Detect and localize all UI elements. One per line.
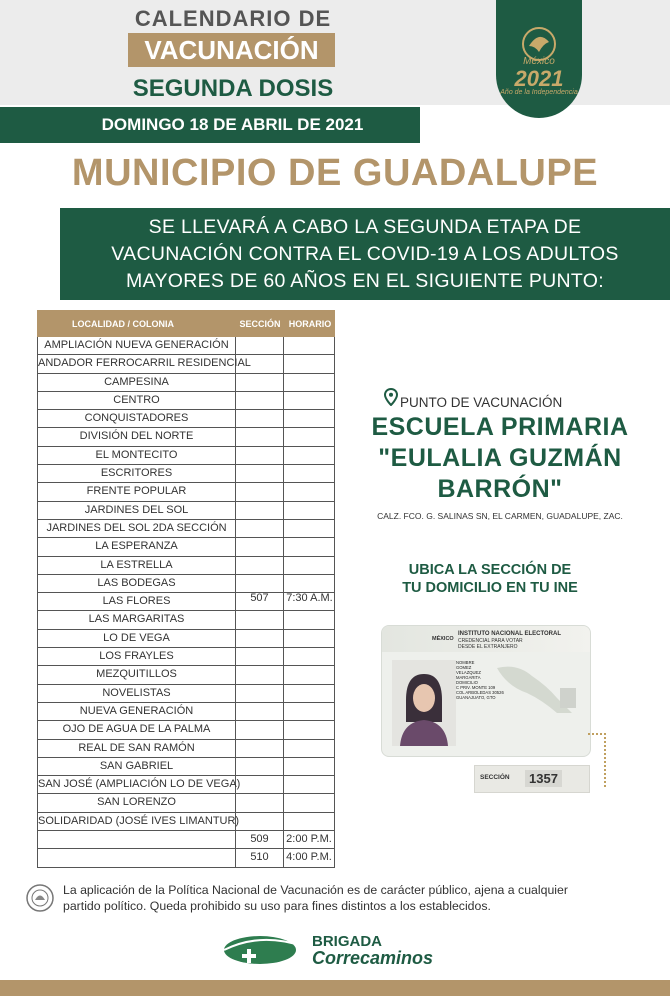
table-row: [38, 721, 334, 739]
card-field-value: VELAZQUEZ: [456, 670, 481, 675]
section-label: SECCIÓN: [480, 774, 510, 781]
header-horario: HORARIO: [288, 318, 332, 329]
date-banner: DOMINGO 18 DE ABRIL DE 2021: [0, 107, 420, 143]
locality-cell: JARDINES DEL SOL: [38, 502, 236, 519]
section-pointer-dots: [588, 733, 606, 787]
table-row: [38, 447, 334, 465]
table-row: [38, 611, 334, 629]
locality-cell: ANDADOR FERROCARRIL RESIDENCIAL: [38, 355, 236, 372]
government-seal-icon: [25, 883, 55, 913]
locality-cell: DIVISIÓN DEL NORTE: [38, 428, 236, 445]
ine-card-illustration: [381, 625, 591, 757]
locality-cell: [38, 831, 236, 848]
card-field-label: DOMICILIO: [456, 680, 478, 685]
correcaminos-label: Correcaminos: [312, 948, 434, 968]
table-row: [38, 758, 334, 776]
brigada-label: BRIGADA: [312, 933, 382, 950]
table-row: [38, 392, 334, 410]
card-credential-line: CREDENCIAL PARA VOTAR: [458, 638, 523, 644]
hint-line: TU DOMICILIO EN TU INE: [402, 580, 578, 596]
card-field-value: MARGARITA: [456, 675, 481, 680]
intro-line: MAYORES DE 60 AÑOS EN EL SIGUIENTE PUNTO:: [126, 270, 604, 292]
table-row: [38, 502, 334, 520]
table-row: [38, 465, 334, 483]
section-cell: 510: [236, 849, 284, 866]
table-divider: [283, 337, 284, 831]
table-row: [38, 630, 334, 648]
table-row: [38, 740, 334, 758]
roadrunner-logo-icon: [220, 926, 306, 972]
table-row: [38, 355, 334, 373]
section-cell: 509: [236, 831, 284, 848]
locality-cell: [38, 849, 236, 866]
locate-section-hint: [340, 561, 640, 597]
card-institute: INSTITUTO NACIONAL ELECTORAL: [458, 631, 562, 637]
hint-line: UBICA LA SECCIÓN DE: [408, 562, 572, 578]
time-cell: 7:30 A.M.: [286, 592, 333, 605]
school-name-line: "EULALIA GUZMÁN: [378, 444, 622, 472]
locality-cell: FRENTE POPULAR: [38, 483, 236, 500]
table-header: [37, 310, 335, 337]
table-row: [38, 337, 334, 355]
locality-cell: CAMPESINA: [38, 374, 236, 391]
table-row: [38, 666, 334, 684]
header-title-line1: CALENDARIO DE: [134, 6, 332, 31]
table-row: [38, 374, 334, 392]
locality-cell: NUEVA GENERACIÓN: [38, 703, 236, 720]
locality-cell: CENTRO: [38, 392, 236, 409]
locality-cell: ESCRITORES: [38, 465, 236, 482]
table-row: [38, 776, 334, 794]
header-localidad: LOCALIDAD / COLONIA: [72, 318, 174, 329]
location-pin-icon: [384, 388, 398, 406]
locality-cell: SAN GABRIEL: [38, 758, 236, 775]
school-address: CALZ. FCO. G. SALINAS SN, EL CARMEN, GUADALUPE, ZAC.: [377, 511, 623, 521]
card-country: MÉXICO: [432, 636, 454, 642]
header-title-line2: VACUNACIÓN: [128, 33, 335, 67]
table-row: [38, 813, 334, 831]
card-credential: [458, 638, 523, 650]
logo-text-mexico: México: [523, 56, 555, 67]
locality-cell: LA ESTRELLA: [38, 557, 236, 574]
locality-cell: OJO DE AGUA DE LA PALMA: [38, 721, 236, 738]
card-photo-woman-icon: [392, 660, 456, 746]
locality-cell: MEZQUITILLOS: [38, 666, 236, 683]
legal-notice: [63, 882, 663, 914]
locality-cell: SAN JOSÉ (AMPLIACIÓN LO DE VEGA): [38, 776, 236, 793]
locality-cell: LAS FLORES: [38, 593, 236, 610]
schedule-table: [37, 310, 335, 868]
card-field-value: GUANAJUATO, GTO: [456, 695, 496, 700]
table-row: [38, 428, 334, 446]
table-row: [38, 648, 334, 666]
intro-line: SE LLEVARÁ A CABO LA SEGUNDA ETAPA DE: [148, 216, 582, 238]
table-row: [38, 410, 334, 428]
locality-cell: LAS MARGARITAS: [38, 611, 236, 628]
bottom-band: [0, 980, 670, 996]
municipio-title: MUNICIPIO DE GUADALUPE: [71, 152, 599, 194]
table-row: [38, 831, 334, 849]
legal-line: La aplicación de la Política Nacional de Vacunación es de carácter público, ajena a cualquier: [63, 883, 568, 897]
section-cell: 507: [250, 592, 269, 605]
school-name: [340, 412, 660, 505]
table-row: [38, 557, 334, 575]
table-row: [38, 849, 334, 867]
card-mini-photo: [560, 688, 576, 708]
table-row: [38, 703, 334, 721]
card-field-value: COL ARBOLEDAS 30526: [456, 690, 504, 695]
table-row: [38, 520, 334, 538]
locality-cell: LAS BODEGAS: [38, 575, 236, 592]
header-title-line3: SEGUNDA DOSIS: [132, 75, 334, 102]
vaccination-point-label: PUNTO DE VACUNACIÓN: [400, 395, 563, 410]
school-name-line: BARRÓN": [437, 475, 563, 503]
locality-cell: LO DE VEGA: [38, 630, 236, 647]
table-row: [38, 483, 334, 501]
table-row: [38, 685, 334, 703]
legal-line: partido político. Queda prohibido su uso para fines distintos a los establecidos.: [63, 899, 491, 913]
table-body: [37, 337, 335, 868]
section-value: 1357: [525, 770, 562, 787]
locality-cell: REAL DE SAN RAMÓN: [38, 740, 236, 757]
card-field-value: C PRIV. MONTE 109: [456, 685, 496, 690]
table-row: [38, 575, 334, 593]
card-field-value: GOMEZ: [456, 665, 472, 670]
logo-text-year: 2021: [514, 66, 564, 91]
intro-line: VACUNACIÓN CONTRA EL COVID-19 A LOS ADULTOS: [111, 243, 619, 265]
locality-cell: NOVELISTAS: [38, 685, 236, 702]
logo-text-subtitle: Año de la Independencia: [500, 89, 578, 96]
locality-cell: AMPLIACIÓN NUEVA GENERACIÓN: [38, 337, 236, 354]
locality-cell: SAN LORENZO: [38, 794, 236, 811]
locality-cell: LOS FRAYLES: [38, 648, 236, 665]
school-name-line: ESCUELA PRIMARIA: [371, 413, 629, 441]
header-seccion: SECCIÓN: [239, 318, 281, 329]
locality-cell: CONQUISTADORES: [38, 410, 236, 427]
intro-banner: [60, 208, 670, 300]
locality-cell: LA ESPERANZA: [38, 538, 236, 555]
table-row: [38, 794, 334, 812]
locality-cell: SOLIDARIDAD (JOSÉ IVES LIMANTUR): [38, 813, 236, 830]
table-row: [38, 538, 334, 556]
time-cell: 4:00 P.M.: [286, 851, 332, 864]
card-abroad-line: DESDE EL EXTRANJERO: [458, 644, 518, 650]
locality-cell: JARDINES DEL SOL 2DA SECCIÓN: [38, 520, 236, 537]
locality-cell: EL MONTECITO: [38, 447, 236, 464]
card-field-label: NOMBRE: [456, 660, 475, 665]
time-cell: 2:00 P.M.: [286, 832, 332, 845]
